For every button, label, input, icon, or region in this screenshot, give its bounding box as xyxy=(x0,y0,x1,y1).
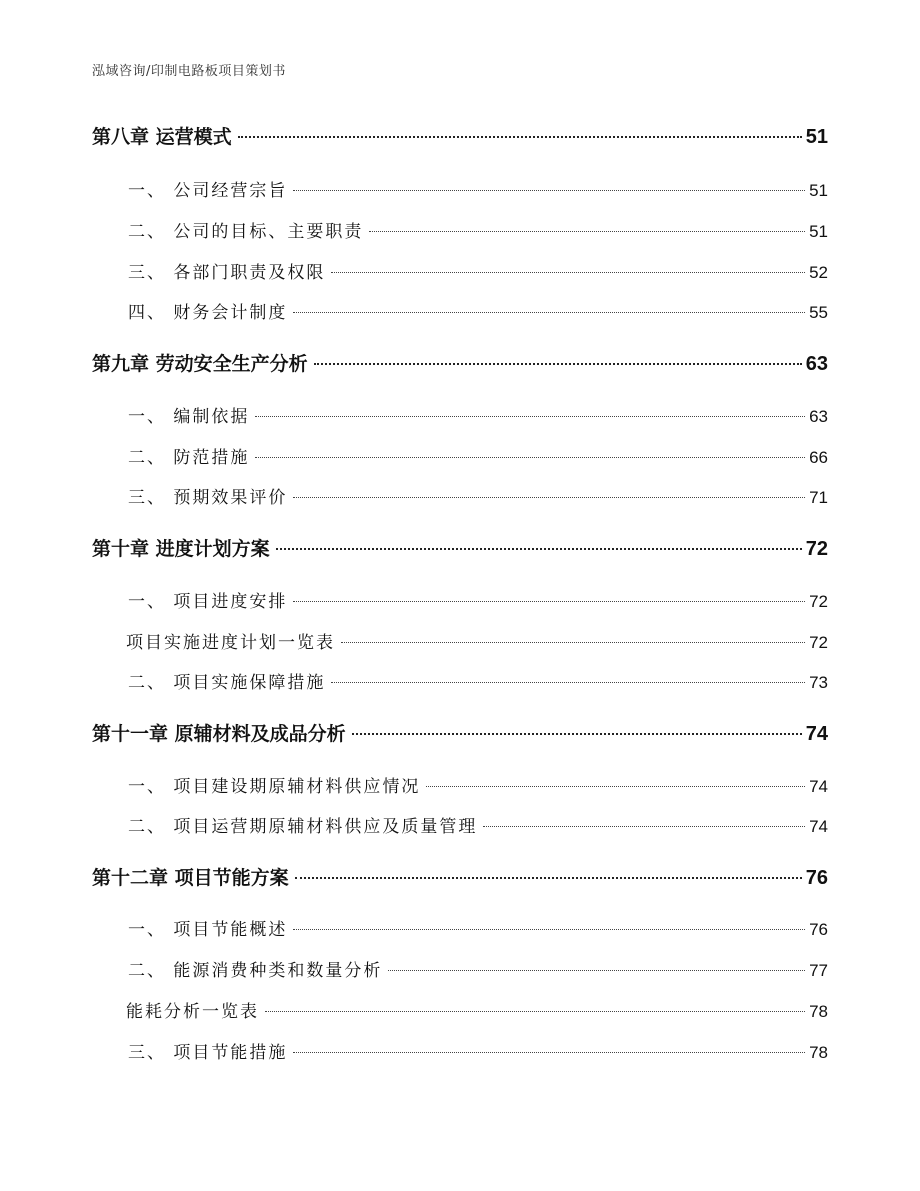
toc-entry-page: 72 xyxy=(809,592,828,611)
toc-section[interactable] xyxy=(92,298,828,324)
dot-leader xyxy=(293,1052,805,1053)
toc-entry-title: 三、 项目节能措施 xyxy=(128,1043,288,1063)
toc-entry-page: 71 xyxy=(809,488,828,507)
toc-entry-title: 三、 各部门职责及权限 xyxy=(128,263,326,283)
toc-entry-title: 四、 财务会计制度 xyxy=(128,303,288,323)
toc-entry-title: 第九章 劳动安全生产分析 xyxy=(92,353,308,375)
toc-entry-page: 55 xyxy=(809,303,828,322)
dot-leader xyxy=(331,682,805,683)
dot-leader xyxy=(483,826,805,827)
toc-section[interactable] xyxy=(92,956,828,982)
toc-entry-page: 74 xyxy=(809,777,828,796)
toc-section[interactable] xyxy=(92,443,828,469)
toc-entry-title: 一、 编制依据 xyxy=(128,407,250,427)
dot-leader xyxy=(293,929,805,930)
toc-chapter-12[interactable] xyxy=(92,863,828,891)
dot-leader xyxy=(314,363,802,365)
dot-leader xyxy=(331,272,805,273)
toc-entry-page: 63 xyxy=(809,407,828,426)
toc-entry-title: 一、 项目进度安排 xyxy=(128,592,288,612)
toc-entry-page: 74 xyxy=(805,723,828,745)
toc-section[interactable] xyxy=(92,483,828,509)
toc-section[interactable] xyxy=(92,772,828,798)
toc-entry-page: 51 xyxy=(809,181,828,200)
toc-section[interactable] xyxy=(92,258,828,284)
toc-entry-page: 76 xyxy=(805,867,828,889)
toc-chapter-10[interactable] xyxy=(92,534,828,562)
toc-entry-title: 二、 能源消费种类和数量分析 xyxy=(128,961,383,981)
toc-entry-page: 52 xyxy=(809,263,828,282)
toc-entry-title: 第八章 运营模式 xyxy=(92,126,232,148)
toc-chapter-8[interactable] xyxy=(92,122,828,150)
toc-entry-title: 第十章 进度计划方案 xyxy=(92,538,270,560)
toc-entry-page: 76 xyxy=(809,920,828,939)
toc-chapter-9[interactable] xyxy=(92,349,828,377)
dot-leader xyxy=(293,312,805,313)
dot-leader xyxy=(293,497,805,498)
toc-section[interactable] xyxy=(92,812,828,838)
toc-entry-title: 三、 预期效果评价 xyxy=(128,488,288,508)
toc-entry-title: 一、 项目建设期原辅材料供应情况 xyxy=(128,777,421,797)
toc-section[interactable] xyxy=(92,217,828,243)
toc-chapter-11[interactable] xyxy=(92,719,828,747)
toc-entry-page: 78 xyxy=(809,1002,828,1021)
toc-entry-title: 二、 项目实施保障措施 xyxy=(128,673,326,693)
toc-entry-page: 78 xyxy=(809,1043,828,1062)
toc-entry-page: 63 xyxy=(805,353,828,375)
toc-entry-title: 二、 防范措施 xyxy=(128,448,250,468)
toc-entry-page: 72 xyxy=(809,633,828,652)
toc-entry-title: 二、 公司的目标、主要职责 xyxy=(128,222,364,242)
dot-leader xyxy=(295,877,802,879)
toc-entry-title: 一、 项目节能概述 xyxy=(128,920,288,940)
toc-entry-page: 51 xyxy=(809,222,828,241)
dot-leader xyxy=(426,786,805,787)
dot-leader xyxy=(293,190,805,191)
dot-leader xyxy=(352,733,802,735)
toc-section[interactable] xyxy=(92,668,828,694)
toc-entry-title: 二、 项目运营期原辅材料供应及质量管理 xyxy=(128,817,478,837)
toc-entry-title: 第十一章 原辅材料及成品分析 xyxy=(92,723,346,745)
table-of-contents xyxy=(92,0,828,1191)
dot-leader xyxy=(238,136,802,138)
toc-entry-title: 一、 公司经营宗旨 xyxy=(128,181,288,201)
toc-entry-title: 第十二章 项目节能方案 xyxy=(92,867,289,889)
toc-entry-page: 73 xyxy=(809,673,828,692)
toc-section[interactable] xyxy=(92,1038,828,1064)
toc-entry-page: 51 xyxy=(805,126,828,148)
toc-subsection[interactable] xyxy=(92,997,828,1023)
dot-leader xyxy=(388,970,805,971)
dot-leader xyxy=(341,642,805,643)
toc-entry-page: 77 xyxy=(809,961,828,980)
toc-section[interactable] xyxy=(92,176,828,202)
dot-leader xyxy=(255,416,805,417)
running-header: 泓域咨询/印制电路板项目策划书 xyxy=(92,64,286,79)
toc-section[interactable] xyxy=(92,402,828,428)
toc-entry-title: 能耗分析一览表 xyxy=(126,1002,259,1022)
toc-entry-title: 项目实施进度计划一览表 xyxy=(126,633,335,653)
dot-leader xyxy=(369,231,805,232)
toc-subsection[interactable] xyxy=(92,628,828,654)
toc-entry-page: 72 xyxy=(805,538,828,560)
dot-leader xyxy=(293,601,805,602)
dot-leader xyxy=(276,548,802,550)
toc-section[interactable] xyxy=(92,587,828,613)
dot-leader xyxy=(265,1011,805,1012)
toc-entry-page: 74 xyxy=(809,817,828,836)
toc-section[interactable] xyxy=(92,915,828,941)
dot-leader xyxy=(255,457,805,458)
toc-entry-page: 66 xyxy=(809,448,828,467)
